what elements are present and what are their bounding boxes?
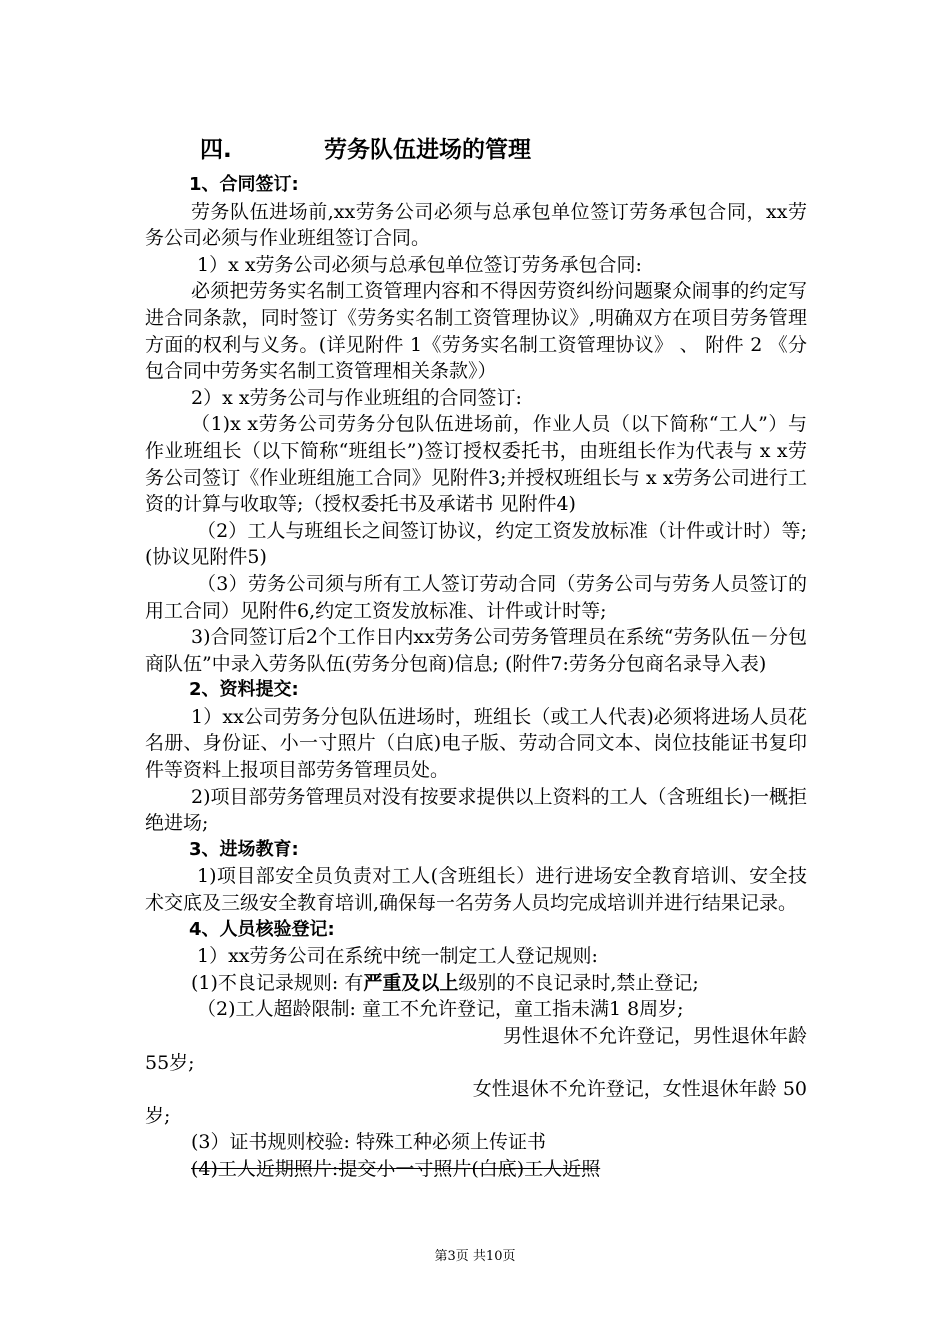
paragraph: 2）x x劳务公司与作业班组的合同签订: <box>191 386 522 409</box>
paragraph: 55岁; <box>145 1051 195 1074</box>
paragraph: 3)合同签订后2个工作日内xx劳务公司劳务管理员在系统“劳务队伍－分包商队伍”中录入劳务队伍(劳务分包商)信息; (附件7:劳务分包商名录导入表) <box>145 626 807 675</box>
paragraph: （2）工人与班组长之间签订协议，约定工资发放标准（计件或计时）等;(协议见附件5) <box>145 519 807 569</box>
section-number: 四. <box>200 137 232 163</box>
heading-education: 3、进场教育: <box>189 838 299 860</box>
paragraph: 1)项目部安全员负责对工人(含班组长）进行进场安全教育培训、安全技术交底及三级安全教育培训,确保每一名劳务人员均完成培训并进行结果记录。 <box>145 865 807 915</box>
paragraph-struck: (4)工人近期照片:提交小一寸照片(白底)工人近照 <box>191 1157 601 1180</box>
page-footer: 第3页 共10页 <box>434 1249 516 1264</box>
paragraph: （3）劳务公司须与所有工人签订劳动合同（劳务公司与劳务人员签订的用工合同）见附件6,约定工资发放标准、计件或计时等; <box>145 572 807 622</box>
rule-text: 级别的不良记录时,禁止登记; <box>458 971 699 994</box>
paragraph-right: 女性退休不允许登记，女性退休年龄 50 <box>472 1078 807 1101</box>
section-title <box>200 134 820 166</box>
emphasis-text: 严重及以上 <box>363 971 459 994</box>
document-body <box>145 172 807 1183</box>
heading-contract: 1、合同签订: <box>189 174 299 195</box>
paragraph: （1)x x劳务公司劳务分包队伍进场前，作业人员（以下简称“工人”）与作业班组长（以下简称“班组长”)签订授权委托书，由班组长作为代表与 x x劳务公司签订《作业班组施工合同》见附件3;并授权班组长与 x x劳务公司进行工资的计算与收取等;（授权委托书及承诺书 见附件4) <box>145 413 807 516</box>
paragraph: 2)项目部劳务管理员对没有按要求提供以上资料的工人（含班组长)一概拒绝进场; <box>145 785 807 835</box>
paragraph: 1）xx劳务公司在系统中统一制定工人登记规则: <box>197 945 598 968</box>
paragraph: （2)工人超龄限制: 童工不允许登记，童工指未满1 8周岁; <box>197 998 684 1021</box>
heading-materials: 2、资料提交: <box>189 679 299 701</box>
paragraph: (3）证书规则校验: 特殊工种必须上传证书 <box>191 1131 546 1154</box>
section-title-text: 劳务队伍进场的管理 <box>324 137 531 163</box>
rule-text: (1)不良记录规则: 有 <box>191 971 364 994</box>
paragraph: 1）xx公司劳务分包队伍进场时，班组长（或工人代表)必须将进场人员花名册、身份证、小一寸照片（白底)电子版、劳动合同文本、岗位技能证书复印件等资料上报项目部劳务管理员处。 <box>145 705 807 782</box>
paragraph: 1）x x劳务公司必须与总承包单位签订劳务承包合同: <box>197 253 642 276</box>
paragraph-right: 男性退休不允许登记，男性退休年龄 <box>502 1025 807 1047</box>
paragraph: 劳务队伍进场前,xx劳务公司必须与总承包单位签订劳务承包合同，xx劳务公司必须与作业班组签订合同。 <box>145 200 807 250</box>
paragraph: 岁; <box>145 1104 171 1127</box>
paragraph <box>145 970 807 997</box>
paragraph: 必须把劳务实名制工资管理内容和不得因劳资纠纷问题聚众闹事的约定写进合同条款，同时签订《劳务实名制工资管理协议》,明确双方在项目劳务管理方面的权利与义务。(详见附件 1《劳务实名制工资管理协议》 、 附件 2 《分包合同中劳务实名制工资管理相关条款》） <box>145 280 807 383</box>
heading-verification: 4、人员核验登记: <box>189 918 335 940</box>
